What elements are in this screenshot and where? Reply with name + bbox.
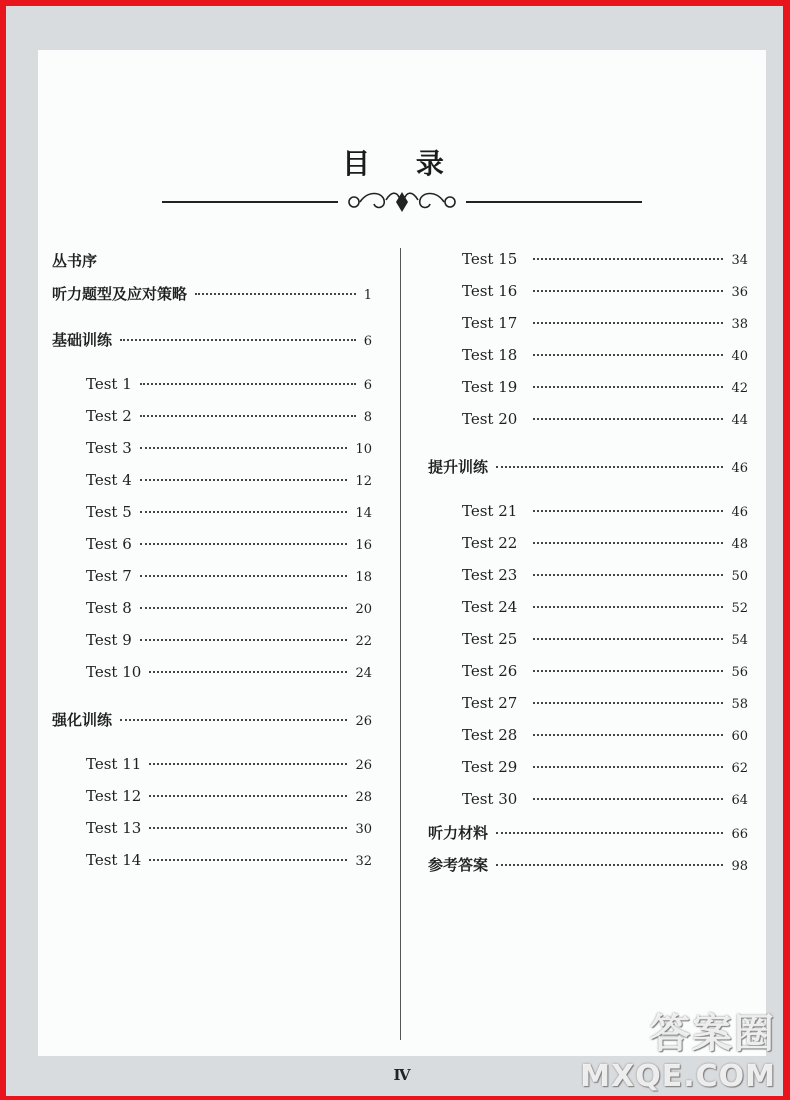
watermark — [580, 1002, 776, 1094]
toc-entry-label: 听力题型及应对策略 — [52, 285, 188, 303]
toc-entry — [462, 378, 748, 400]
dot-leader — [533, 386, 723, 388]
toc-entry — [428, 854, 748, 876]
toc-entry-page: 46 — [731, 461, 748, 476]
toc-entry — [462, 758, 748, 780]
toc-entry — [462, 566, 748, 588]
toc-entry — [462, 534, 748, 556]
dot-leader — [149, 827, 347, 829]
toc-entry-label: Test 15 — [462, 250, 518, 268]
toc-entry-label: Test 26 — [462, 662, 518, 680]
toc-entry-label: Test 27 — [462, 694, 518, 712]
toc-entry-label: Test 16 — [462, 282, 518, 300]
toc-entry — [462, 250, 748, 272]
dot-leader — [533, 606, 723, 608]
toc-entry — [86, 567, 372, 589]
toc-entry-page: 42 — [731, 381, 748, 396]
toc-entry-page: 38 — [731, 317, 748, 332]
toc-entry-label: 听力材料 — [428, 824, 489, 842]
dot-leader — [533, 798, 723, 800]
toc-entry — [52, 709, 372, 731]
page-title: 目 录 — [342, 147, 462, 180]
toc-entry-label: Test 1 — [86, 375, 132, 393]
toc-entry-page: 1 — [363, 288, 372, 303]
toc-entry — [86, 755, 372, 777]
toc-entry-page: 32 — [355, 854, 372, 869]
watermark-brand: 答案圈 — [650, 1011, 776, 1057]
toc-entry-label: Test 25 — [462, 630, 518, 648]
toc-entry — [462, 282, 748, 304]
toc-entry-label: Test 22 — [462, 534, 518, 552]
dot-leader — [140, 639, 348, 641]
toc-entry-label: Test 30 — [462, 790, 518, 808]
dot-leader — [120, 339, 356, 341]
toc-entry-label: Test 9 — [86, 631, 132, 649]
toc-entry-label: Test 29 — [462, 758, 518, 776]
toc-entry — [86, 439, 372, 461]
toc-entry-page: 30 — [355, 822, 372, 837]
toc-entry-label: Test 24 — [462, 598, 518, 616]
toc-entry-label: Test 20 — [462, 410, 518, 428]
dot-leader — [149, 671, 347, 673]
toc-entry — [428, 822, 748, 844]
toc-entry-label: Test 28 — [462, 726, 518, 744]
toc-entry — [86, 503, 372, 525]
toc-entry-label: Test 7 — [86, 567, 132, 585]
toc-entry-page: 8 — [363, 410, 372, 425]
toc-entry-label: Test 12 — [86, 787, 142, 805]
toc-entry-page: 54 — [731, 633, 748, 648]
dot-leader — [140, 383, 356, 385]
toc-entry-label: 提升训练 — [428, 458, 489, 476]
toc-entry-page: 14 — [355, 506, 372, 521]
toc-entry-page: 28 — [355, 790, 372, 805]
dot-leader — [533, 574, 723, 576]
toc-entry — [462, 346, 748, 368]
toc-entry — [462, 726, 748, 748]
toc-entry-page: 66 — [731, 827, 748, 842]
toc-entry — [462, 662, 748, 684]
toc-entry — [86, 471, 372, 493]
toc-entry — [462, 630, 748, 652]
toc-entry-label: Test 10 — [86, 663, 142, 681]
toc-entry — [428, 456, 748, 478]
toc-entry-page: 48 — [731, 537, 748, 552]
dot-leader — [120, 719, 347, 721]
dot-leader — [140, 575, 348, 577]
toc-entry-page: 46 — [731, 505, 748, 520]
toc-entry-label: Test 3 — [86, 439, 132, 457]
dot-leader — [140, 511, 348, 513]
toc-entry-label: 强化训练 — [52, 711, 113, 729]
toc-entry — [86, 631, 372, 653]
dot-leader — [533, 418, 723, 420]
toc-entry-label: Test 8 — [86, 599, 132, 617]
toc-entry-label: Test 17 — [462, 314, 518, 332]
toc-entry — [462, 790, 748, 812]
toc-entry-label: Test 13 — [86, 819, 142, 837]
dot-leader — [533, 290, 723, 292]
dot-leader — [533, 542, 723, 544]
dot-leader — [149, 795, 347, 797]
toc-entry-page: 98 — [731, 859, 748, 874]
toc-entry-page: 6 — [363, 334, 372, 349]
toc-entry-page: 40 — [731, 349, 748, 364]
toc-entry-page: 12 — [355, 474, 372, 489]
dot-leader — [140, 447, 348, 449]
dot-leader — [140, 543, 348, 545]
watermark-site: MXQE.COM — [580, 1059, 776, 1094]
toc-entry — [462, 314, 748, 336]
title-ornament — [162, 188, 642, 216]
toc-entry-page: 24 — [355, 666, 372, 681]
toc-entry-label: Test 11 — [86, 755, 142, 773]
dot-leader — [149, 763, 347, 765]
toc-entry-page: 50 — [731, 569, 748, 584]
toc-entry-label: Test 23 — [462, 566, 518, 584]
toc-entry — [86, 375, 372, 397]
toc-entry-page: 18 — [355, 570, 372, 585]
dot-leader — [533, 510, 723, 512]
toc-entry-label: Test 5 — [86, 503, 132, 521]
toc-entry-page: 56 — [731, 665, 748, 680]
toc-entry — [86, 599, 372, 621]
dot-leader — [149, 859, 347, 861]
toc-entry — [52, 283, 372, 305]
toc-entry-label: Test 18 — [462, 346, 518, 364]
toc-entry-page: 34 — [731, 253, 748, 268]
toc-entry — [462, 598, 748, 620]
toc-entry-page: 44 — [731, 413, 748, 428]
dot-leader — [533, 322, 723, 324]
dot-leader — [140, 415, 356, 417]
dot-leader — [496, 466, 723, 468]
toc-entry-page: 60 — [731, 729, 748, 744]
toc-entry — [52, 329, 372, 351]
toc-entry-label: Test 6 — [86, 535, 132, 553]
dot-leader — [533, 734, 723, 736]
dot-leader — [140, 479, 348, 481]
toc-entry-label: Test 21 — [462, 502, 518, 520]
toc-entry-page: 10 — [355, 442, 372, 457]
toc-entry — [462, 502, 748, 524]
toc-entry-page: 16 — [355, 538, 372, 553]
toc-entry — [86, 663, 372, 685]
toc-entry-label: Test 4 — [86, 471, 132, 489]
dot-leader — [533, 702, 723, 704]
toc-entry-page: 62 — [731, 761, 748, 776]
toc-entry-label: 丛书序 — [52, 252, 98, 270]
toc-entry — [462, 694, 748, 716]
toc-entry-page: 58 — [731, 697, 748, 712]
toc-entry — [462, 410, 748, 432]
toc-entry — [52, 250, 372, 272]
toc-entry-label: Test 19 — [462, 378, 518, 396]
toc-entry-page: 52 — [731, 601, 748, 616]
dot-leader — [533, 354, 723, 356]
toc-entry-page: 26 — [355, 758, 372, 773]
toc-entry-page: 26 — [355, 714, 372, 729]
toc-entry-page: 36 — [731, 285, 748, 300]
dot-leader — [533, 638, 723, 640]
toc-entry-page: 22 — [355, 634, 372, 649]
dot-leader — [533, 258, 723, 260]
toc-entry — [86, 851, 372, 873]
dot-leader — [533, 670, 723, 672]
toc-entry-page: 6 — [363, 378, 372, 393]
toc-entry-page: 64 — [731, 793, 748, 808]
column-divider — [400, 248, 401, 1040]
toc-entry-label: Test 14 — [86, 851, 142, 869]
toc-entry-label: 基础训练 — [52, 331, 113, 349]
dot-leader — [496, 864, 723, 866]
toc-entry — [86, 535, 372, 557]
toc-entry — [86, 407, 372, 429]
toc-entry-page: 20 — [355, 602, 372, 617]
toc-entry — [86, 787, 372, 809]
dot-leader — [195, 293, 356, 295]
toc-entry-label: Test 2 — [86, 407, 132, 425]
dot-leader — [533, 766, 723, 768]
toc-entry-label: 参考答案 — [428, 856, 489, 874]
dot-leader — [140, 607, 348, 609]
toc-entry — [86, 819, 372, 841]
page-number: Ⅳ — [393, 1066, 411, 1084]
dot-leader — [496, 832, 723, 834]
